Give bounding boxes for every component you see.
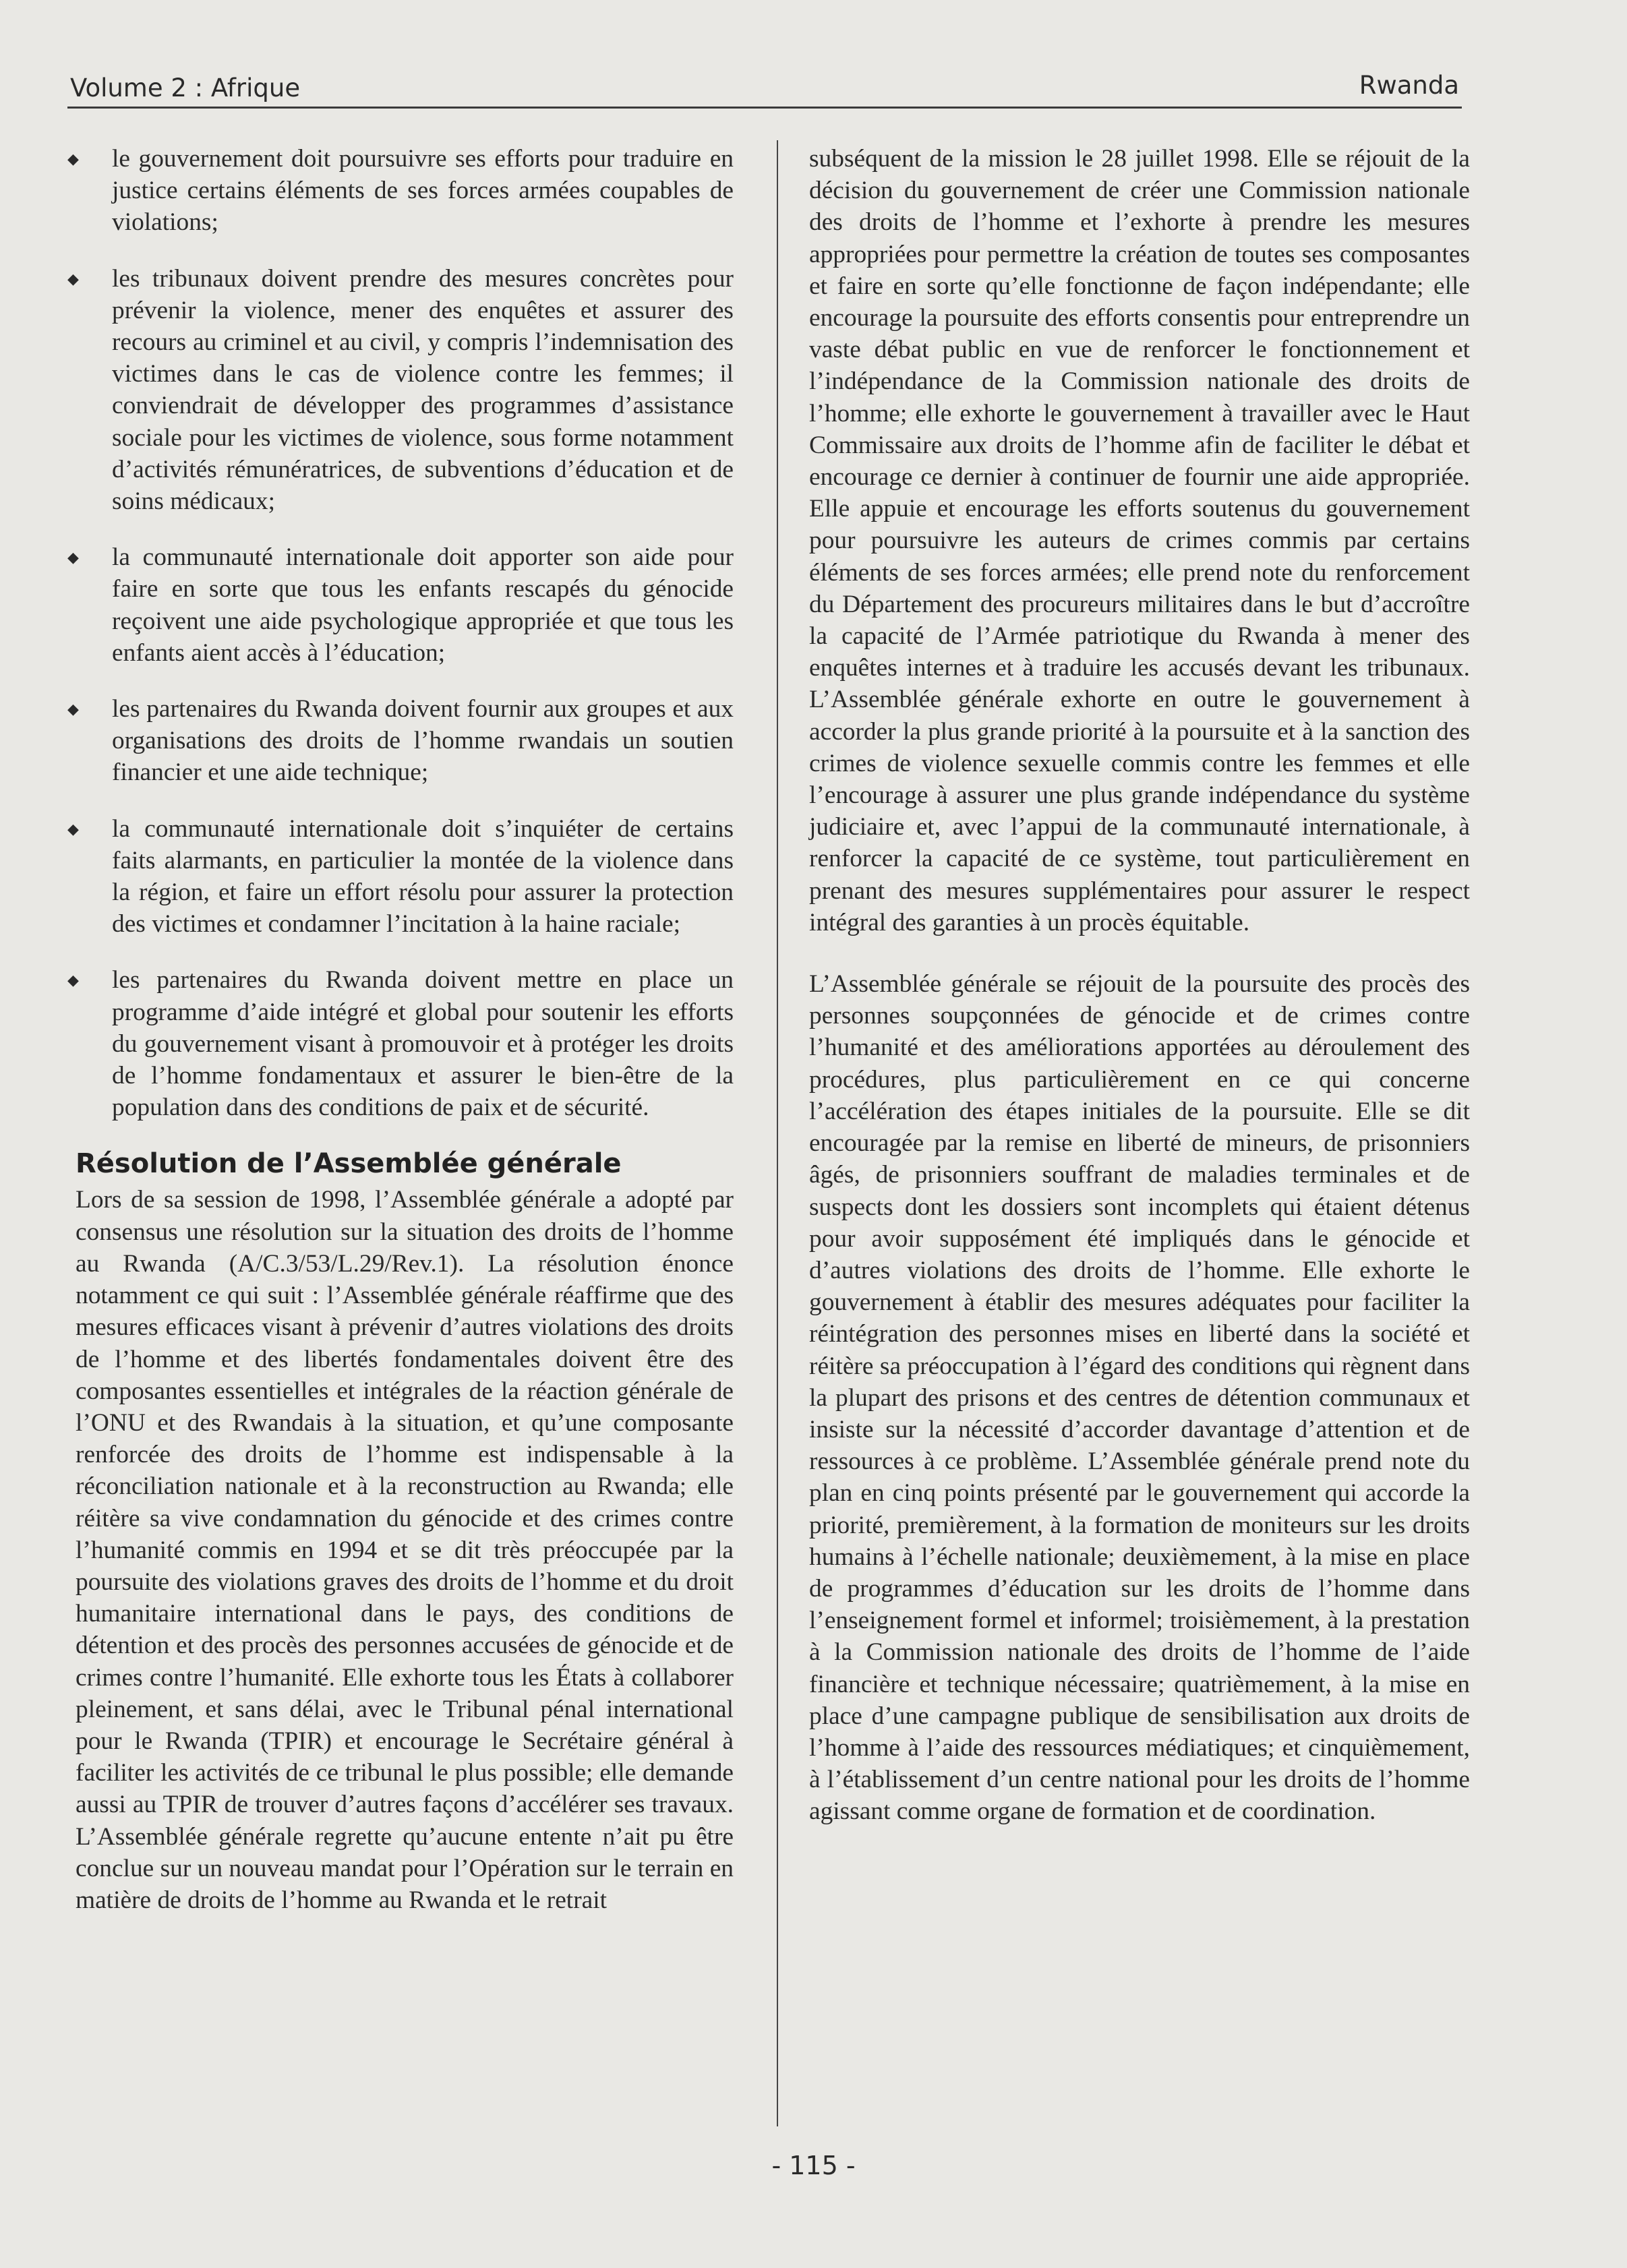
section-heading: Résolution de l’Assemblée générale (76, 1148, 622, 1180)
left-column (67, 143, 734, 1916)
list-item-text: les partenaires du Rwanda doivent mettre en place un programme d’aide intégré et global pour soutenir les efforts du gouvernement visant à promouvoir et à protéger les droits de l’homme fondamentaux et assurer le bien-être de la population dans des conditions de paix et de sécurité. (112, 966, 734, 1122)
page-number: - 115 - (771, 2151, 856, 2180)
list-item (67, 813, 734, 941)
column-divider (777, 140, 778, 2126)
list-item-text: le gouvernement doit poursuivre ses efforts pour traduire en justice certains éléments de ses forces armées coupables de violations; (112, 145, 734, 237)
diamond-bullet-icon: ◆ (67, 700, 79, 718)
header-country: Rwanda (1359, 71, 1459, 100)
diamond-bullet-icon: ◆ (67, 270, 79, 287)
body-paragraph: subséquent de la mission le 28 juillet 1998. Elle se réjouit de la décision du gouvernement de créer une Commission nationale des droits de l’homme et l’exhorte à prendre les mesures appropriées pour permettre la création de toutes ses composantes et faire en sorte qu’elle fonctionne de façon indépendante; elle encourage la poursuite des efforts consentis pour entreprendre un vaste débat public en vue de renforcer le fonctionnement et l’indépendance de la Commission nationale des droits de l’homme; elle exhorte le gouvernement à travailler avec le Haut Commissaire aux droits de l’homme afin de faciliter le débat et encourage ce dernier à continuer de fournir une aide appropriée. Elle appuie et encourage les efforts soutenus du gouvernement pour poursuivre les auteurs de crimes commis par certains éléments de ses forces armées; elle prend note du renforcement du Département des procureurs militaires dans le but d’accroître la capacité de l’Armée patriotique du Rwanda à mener des enquêtes internes et à traduire les accusés devant les tribunaux. L’Assemblée générale exhorte en outre le gouvernement à accorder la plus grande priorité à la poursuite et à la sanction des crimes de violence sexuelle commis contre les femmes et elle l’encourage à assurer une plus grande indépendance du système judiciaire et, avec l’appui de la communauté internationale, à renforcer la capacité de ce système, tout particulièrement en prenant des mesures supplémentaires pour assurer le respect intégral des garanties à un procès équitable. (809, 145, 1470, 936)
body-paragraph: Lors de sa session de 1998, l’Assemblée générale a adopté par consensus une résolution sur la situation des droits de l’homme au Rwanda (A/C.3/53/L.29/Rev.1). La résolution énonce notamment ce qui suit : l’Assemblée générale réaffirme que des mesures efficaces visant à prévenir d’autres violations des droits de l’homme et des libertés fondamentales doivent être des composantes essentielles et intégrales de la réaction générale de l’ONU et des Rwandais à la situation, et qu’une composante renforcée des droits de l’homme est indispensable à la réconciliation nationale et à la reconstruction au Rwanda; elle réitère sa vive condamnation du génocide et des crimes contre l’humanité commis en 1994 et se dit très préoccupée par la poursuite des violations graves des droits de l’homme et du droit humanitaire international dans le pays, des conditions de détention et des procès des personnes accusées de génocide et de crimes contre l’humanité. Elle exhorte tous les États à collaborer pleinement, et sans délai, avec le Tribunal pénal international pour le Rwanda (TPIR) et encourage le Secrétaire général à faciliter les activités de ce tribunal le plus possible; elle demande aussi au TPIR de trouver d’autres façons d’accélérer ses travaux. L’Assemblée générale regrette qu’aucune entente n’ait pu être conclue sur un nouveau mandat pour l’Opération sur le terrain en matière de droits de l’homme au Rwanda et le retrait (76, 1186, 734, 1914)
header-volume-title: Volume 2 : Afrique (70, 73, 301, 102)
page-header (67, 66, 1462, 109)
body-paragraph: L’Assemblée générale se réjouit de la poursuite des procès des personnes soupçonnées de génocide et de crimes contre l’humanité et des améliorations apportées au déroulement des procédures, plus particulièrement en ce qui concerne l’accélération des étapes initiales de la poursuite. Elle se dit encouragée par la remise en liberté de mineurs, de prisonniers âgés, de prisonniers souffrant de maladies terminales et de suspects dont les dossiers sont incomplets qui étaient détenus pour avoir supposément été impliqués dans le génocide et d’autres violations des droits de l’homme. Elle exhorte le gouvernement à établir des mesures adéquates pour faciliter la réintégration des personnes mises en liberté dans la société et réitère sa préoccupation à l’égard des conditions qui règnent dans la plupart des prisons et des centres de détention communaux et insiste sur la nécessité d’accorder davantage d’attention et de ressources à ce problème. L’Assemblée générale prend note du plan en cinq points présenté par le gouvernement qui accorde la priorité, premièrement, à la formation de moniteurs sur les droits humains à l’échelle nationale; deuxièmement, à la mise en place de programmes d’éducation sur les droits de l’homme dans l’enseignement formel et informel; troisièmement, à la prestation à la Commission nationale des droits de l’homme de l’aide financière et technique nécessaire; quatrièmement, à la mise en place d’une campagne publique de sensibilisation aux droits de l’homme à l’aide des ressources médiatiques; et cinquièmement, à l’établissement d’un centre national pour les droits de l’homme agissant comme organe de formation et de coordination. (809, 970, 1470, 1826)
list-item-text: les partenaires du Rwanda doivent fournir aux groupes et aux organisations des droits de l’homme rwandais un soutien financier et une aide technique; (112, 695, 734, 787)
diamond-bullet-icon: ◆ (67, 549, 79, 566)
diamond-bullet-icon: ◆ (67, 972, 79, 989)
list-item (67, 964, 734, 1123)
list-item (67, 143, 734, 239)
list-item-text: la communauté internationale doit apporter son aide pour faire en sorte que tous les enfants rescapés du génocide reçoivent une aide psychologique appropriée et que tous les enfants aient accès à l’éducation; (112, 543, 734, 667)
list-item-text: la communauté internationale doit s’inquiéter de certains faits alarmants, en particulier la montée de la violence dans la région, et faire un effort résolu pour assurer la protection des victimes et condamner l’incitation à la haine raciale; (112, 814, 734, 938)
list-item (67, 263, 734, 518)
right-column (809, 143, 1470, 1828)
list-item-text: les tribunaux doivent prendre des mesures concrètes pour prévenir la violence, mener des enquêtes et assurer des recours au criminel et au civil, y compris l’indemnisation des victimes dans le cas de violence contre les femmes; il conviendrait de développer des programmes d’assistance sociale pour les victimes de violence, sous forme notamment d’activités rémunératrices, de subventions d’éducation et de soins médicaux; (112, 264, 734, 516)
recommendation-list (67, 143, 734, 1123)
list-item (67, 693, 734, 789)
list-item (67, 541, 734, 669)
diamond-bullet-icon: ◆ (67, 150, 79, 167)
diamond-bullet-icon: ◆ (67, 820, 79, 837)
